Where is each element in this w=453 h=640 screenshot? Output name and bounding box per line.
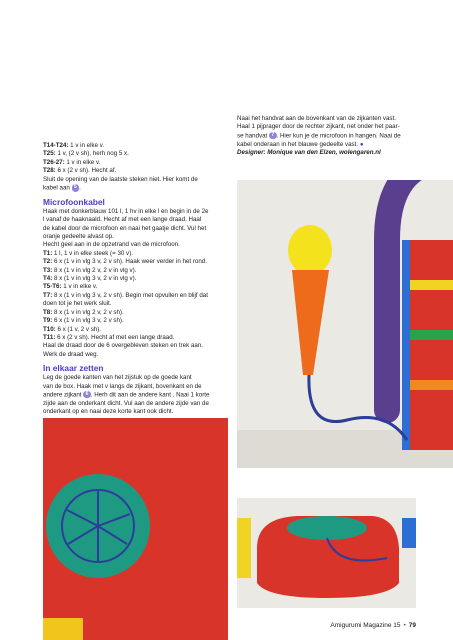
paragraph-line: zijde aan de onderkant dicht. Vul aan de andere zijde van de — [43, 399, 209, 407]
section-title-microfoonkabel: Microfoonkabel — [43, 196, 105, 207]
round-line: T8: 8 x (1 v in vlg 2 v, 2 v sh). — [43, 308, 124, 316]
step-badge: 7 — [269, 132, 277, 140]
paragraph-line: Haal de draad door de 6 overgebleven steken en trek aan. — [43, 342, 203, 350]
paragraph-line: kabel onderaan in het blauwe gedeelte vast. ● — [237, 140, 364, 148]
round-line: T4: 8 x (1 v in vlg 3 v, 2 v in vlg v). — [43, 275, 137, 283]
step-badge: 6 — [83, 391, 91, 399]
paragraph-line: van de box. Haak met v langs de zijkant, bovenkant en de — [43, 382, 202, 390]
round-line: T7: 8 x (1 v in vlg 3 v, 2 v sh). Begin met opvullen en blijf dat — [43, 291, 208, 299]
paragraph-line: onderkant op en naai deze korte kant ook dicht. — [43, 408, 174, 416]
microphone-illustration — [237, 180, 453, 468]
round-line: T3: 8 x (1 v in vlg 2 v, 2 v in vlg v). — [43, 266, 137, 274]
instruction-line: kabel aan 5 . — [43, 184, 81, 192]
page-footer — [330, 622, 416, 629]
round-line: doen tot je het werk sluit. — [43, 300, 112, 308]
instruction-line: T25: 1 v, (2 v sh), herh nog 5 x. — [43, 150, 129, 158]
paragraph-line: Leg de goede kanten van het zijstuk op de goede kant — [43, 374, 192, 382]
right-text-column — [237, 115, 413, 157]
paragraph-line: andere zijkant 6 . Herh dit aan de andere kant . Naai 1 korte — [43, 390, 210, 399]
speaker-closeup-photo — [43, 418, 228, 640]
footer-separator: • — [403, 622, 406, 629]
microphone-photo — [237, 180, 453, 468]
paragraph-line: se handvat 7 . Hier kun je de microfoon in hangen. Naai de — [237, 131, 401, 140]
round-line: T9: 6 x (1 v in vlg 3 v, 2 v sh). — [43, 317, 124, 325]
paragraph-line: Werk de draad weg. — [43, 350, 99, 358]
round-line: T11: 6 x (2 v sh). Hecht af met een lange draad. — [43, 333, 175, 341]
round-line: T5-T6: 1 v in elke v. — [43, 283, 98, 291]
instruction-line: T28: 6 x (2 v sh). Hecht af. — [43, 167, 117, 175]
step-badge: 5 — [72, 184, 80, 192]
page-number: 79 — [408, 622, 416, 629]
instruction-line: T14-T24: 1 v in elke v. — [43, 142, 105, 149]
paragraph-line: Haal 1 pijprager door de rechter zijkant, net onder het paar- — [237, 123, 400, 131]
round-line: T2: 6 x (1 v in vlg 3 v, 2 v sh). Haak weer verder in het rond. — [43, 258, 207, 266]
box-bottom-photo — [237, 498, 416, 608]
speaker-circle-illustration — [43, 418, 228, 640]
round-line: T1: 1 l, 1 v in elke steek (= 30 v). — [43, 249, 133, 257]
paragraph-line: de kabel door de microfoon en naai het gaatje dicht. Vul het — [43, 224, 207, 232]
designer-credit: Designer: Monique van den Elzen, wolengaren.nl — [237, 149, 381, 157]
paragraph-line: Naai het handvat aan de bovenkant van de zijkanten vast. — [237, 115, 396, 122]
end-mark-icon: ● — [359, 140, 364, 148]
magazine-name: Amigurumi Magazine 15 — [330, 622, 401, 629]
instruction-line: T26-27: 1 v in elke v. — [43, 158, 101, 166]
paragraph-line: oranje gedeelte alvast op. — [43, 233, 114, 241]
box-bottom-illustration — [237, 498, 416, 608]
instruction-line: Sluit de opening van de laatste steken niet. Hier komt de — [43, 175, 198, 183]
paragraph-line: Haak met donkerblauw 101 l, 1 hv in elke l en begin in de 2e — [43, 207, 209, 215]
paragraph-line: l vanaf de haaknaald. Hecht af met een lange draad. Haal — [43, 216, 202, 224]
round-line: T10: 6 x (1 v, 2 v sh). — [43, 325, 102, 333]
section-title-in-elkaar-zetten: In elkaar zetten — [43, 363, 104, 374]
paragraph-line: Hecht geel aan in de opzetrand van de microfoon. — [43, 241, 180, 249]
left-text-column — [43, 142, 219, 417]
